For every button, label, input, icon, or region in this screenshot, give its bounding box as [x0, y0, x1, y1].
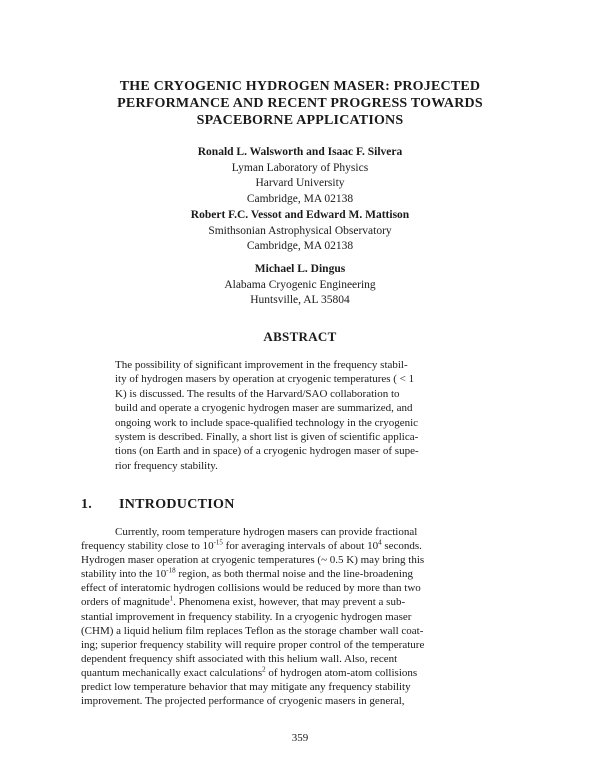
body-line: quantum mechanically exact calculations$^2$ of hydrogen atom-atom collisions [81, 665, 418, 679]
page-number: 359 [291, 732, 309, 744]
author-group-sao [100, 208, 500, 255]
affiliation-line: Cambridge, MA 02138 [246, 240, 354, 252]
body-line: Hydrogen maser operation at cryogenic temperatures (~ 0.5 K) may bring this [81, 554, 425, 567]
body-line: stantial improvement in frequency stability. In a cryogenic hydrogen maser [81, 610, 412, 623]
abstract-line: build and operate a cryogenic hydrogen maser are summarized, and [115, 402, 413, 415]
body-line: dependent frequency shift associated with this helium wall. Also, recent [81, 652, 398, 665]
abstract-line: system is described. Finally, a short list is given of scientific applica- [115, 431, 419, 444]
author-names: Robert F.C. Vessot and Edward M. Mattison [190, 209, 410, 221]
body-line: predict low temperature behavior that may mitigate any frequency stability [81, 681, 411, 694]
introduction-body [81, 525, 521, 708]
abstract-line: The possibility of significant improvement in the frequency stabil- [115, 359, 408, 371]
abstract-heading: ABSTRACT [263, 329, 337, 344]
superscript: 4 [378, 538, 382, 547]
affiliation-line: Smithsonian Astrophysical Observatory [208, 224, 392, 237]
citation-superscript: 2 [262, 665, 266, 674]
affiliation-line: Alabama Cryogenic Engineering [224, 278, 376, 291]
citation-superscript: 1 [169, 594, 174, 603]
section-title: INTRODUCTION [119, 497, 235, 512]
author-group-harvard [100, 145, 500, 207]
superscript: -18 [166, 566, 176, 575]
body-line: effect of interatomic hydrogen collisions would be reduced by more than two [81, 582, 421, 595]
body-line: frequency stability close to $10^{-15}$ for averaging intervals of about $10^4$ seconds. [81, 538, 422, 553]
abstract-body [115, 358, 485, 473]
section-number: 1. [81, 497, 93, 512]
title-line: THE CRYOGENIC HYDROGEN MASER: PROJECTED [119, 79, 481, 94]
paper-title [60, 78, 540, 129]
abstract-line: K) is discussed. The results of the Harvard/SAO collaboration to [115, 387, 400, 400]
body-line: Currently, room temperature hydrogen masers can provide fractional [115, 526, 418, 538]
body-line: (CHM) a liquid helium film replaces Teflon as the storage chamber wall coat- [81, 624, 424, 637]
abstract-line: rior frequency stability. [115, 459, 218, 472]
author-names: Michael L. Dingus [254, 263, 346, 275]
title-line: PERFORMANCE AND RECENT PROGRESS TOWARDS [117, 96, 483, 111]
affiliation-line: Huntsville, AL 35804 [250, 294, 350, 306]
body-line: orders of magnitude$^1$. Phenomena exist, however, that may prevent a sub- [81, 594, 406, 609]
superscript: -15 [213, 538, 223, 547]
title-line: SPACEBORNE APPLICATIONS [196, 113, 404, 128]
abstract-line: ongoing work to include space-qualified technology in the cryogenic [115, 416, 419, 429]
author-names: Ronald L. Walsworth and Isaac F. Silvera [197, 146, 403, 158]
abstract-line: tions (on Earth and in space) of a cryogenic hydrogen maser of supe- [115, 445, 419, 458]
affiliation-line: Cambridge, MA 02138 [246, 192, 354, 205]
author-group-alabama [100, 262, 500, 309]
affiliation-line: Lyman Laboratory of Physics [231, 161, 369, 174]
abstract-line: ity of hydrogen masers by operation at cryogenic temperatures ( < 1 [115, 373, 415, 386]
body-line: ing; superior frequency stability will require proper control of the temperature [81, 638, 425, 651]
section-heading [81, 497, 235, 513]
body-line: improvement. The projected performance of cryogenic masers in general, [81, 695, 405, 708]
body-line: stability into the $10^{-18}$ region, as both thermal noise and the line-broadening [81, 566, 413, 581]
affiliation-line: Harvard University [255, 177, 345, 189]
